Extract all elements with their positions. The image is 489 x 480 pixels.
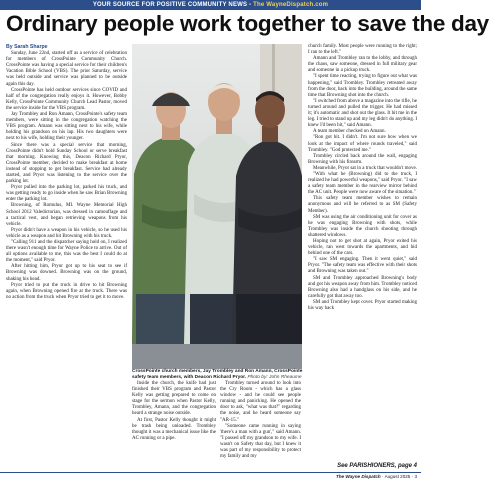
paragraph: Sunday, June 22nd, started off as a service of celebration for members of CrossPointe Community Church. CrossPointe was having a special service for their children's Vacation Bible School (VBS). The prior Saturday, service was held outside and service was planned to be outside again this day. [6,51,127,87]
banner-site: The WayneDispatch.com [253,2,329,8]
paragraph: "I spent time reacting, trying to figure out what was happening," said Trombley. Trombley retreated away from the door, back into the building, around the same time that Browning shot into the church. [308,74,417,98]
paragraph: Trombley circled back around the wall, engaging Browning with his firearm. [308,153,417,165]
paragraph: After hitting him, Pryor got up to his seat to see if Browning was downed. Browning was on the ground, shaking his head. [6,264,127,282]
photo-three-men [132,44,302,369]
paragraph: Pryor tried to put the truck in drive to hit Browning again, when Browning opened fire at the truck. There was no action from the truck when Pryor tried to get it to move. [6,282,127,300]
paragraph: Meanwhile, Pryor sat in a truck that wouldn't move. [313,165,417,171]
footer-publication: The Wayne Dispatch [335,474,381,479]
caption-text: CrossPointe church members, Jay Trombley and Ron Amann, CrossPointe safety team members, with Deacon Richard Pryor. [132,369,303,380]
paragraph: SM and Trombley approached Browning's body and got his weapon away from him. Trombley noticed Browning also had a handglass on his side, and he carefully got that away too. [308,275,417,299]
paragraph: Pryor didn't have a weapon in his vehicle, so he used his vehicle as a weapon and hit Browning with his truck. [6,227,127,239]
banner-lead: YOUR SOURCE FOR POSITIVE COMMUNITY NEWS - [92,2,254,8]
paragraph: Inside the church, the knife had just finished their VBS program and Pastor Kelly was getting prepared to come on stage for the sermon when Pastor Kelly, Trombley, Amann, and the congregation heard a strange noise outside. [132,381,216,417]
paragraph: A team member checked on Amann. [313,129,386,135]
jump-reference[interactable]: See PARISHIONERS, page 4 [337,463,417,469]
paragraph: Since there was a special service that morning, CrossPointe didn't hold Sunday School or serve breakfast that morning. Knowing this, Deacon Richard Pryor, CrossPointe member, decided to make breakfast at home instead of stopping to get breakfast. Service had already started, and Pryor was listening to the service over the parking lot. [6,142,127,185]
paragraph: "Ron got hit. I didn't. I'm not sure how when we look at the impact of where rounds traveled," said Trombley. "God protected me." [308,135,417,153]
article-column-1 [6,44,127,464]
headline: Ordinary people work together to save the day [6,11,489,36]
paragraph: "With what he (Browning) did to the truck, I realized he had powerful weapons," said Pryor. "I saw a safety team member in the rearview mirror behind the AC unit. People were now aware of the situation." [308,171,417,196]
paragraph: CrossPointe has held outdoor services since COVID and half of the congregation really enjoys it. However, Bobby Kelly, CrossPointe Community Church Lead Pastor, moved the service inside for the VBS program. [6,87,127,111]
paragraph: church family. Most people were running to the right; I ran to the left." [308,44,417,56]
photo-credit: Photo by: John Rheaume [246,374,302,380]
photo-caption [132,369,304,381]
article-column-3 [220,381,301,465]
paragraph: Amann and Trombley ran to the lobby, and through the chaos, saw someone, dressed in full military gear and someone in a pickup truck. [308,56,417,74]
paragraph: Browning, of Romulus, MI. Wayne Memorial High School 2012 Valedictorian, was dressed in camouflage and a tactical vest, and began retrieving weapons from his vehicle. [6,203,127,227]
paragraph: This safety team member wishes to remain anonymous and will be referred to as SM (Safety Member). [308,196,417,214]
paragraph: At first, Pastor Kelly thought it might be trash being unloaded. Trombley thought it was a mechanical issue like the AC running or a pipe. [132,417,216,441]
paragraph: "Someone came running in saying 'there's a man with a gun'," said Amann. "I passed off my grandson to my wife. I wasn't on Safety that day, but I knew it was part of my responsibility to protect my family and my [220,423,301,460]
paragraph: SM and Trombley kept cover. Pryor started making his way back [308,299,417,312]
footer-issue: · August 2025 · 3 [380,474,417,479]
paragraph: Pryor pulled into the parking lot, parked his truck, and was getting ready to go inside when he saw Brian Browning enter the parking lot. [6,185,127,203]
top-banner [0,0,421,10]
paragraph: "Calling 911 and the dispatcher saying hold on, I realized there wasn't enough time for Wayne Police to arrive. Out of all options available to me, this was the best I could do at the moment," said Pryor. [6,240,127,264]
paragraph: "I switched from above a magazine into the rifle, he turned around and pulled the trigger. He had missed it; it's automatic and shot out the glass. It hit me in the leg. I tried to stand up and my leg didn't do anything. I knew I'd been hit," said Amann. [308,98,417,129]
paragraph: Trombley turned around to look into the Cry Room - which has a glass window - and he could see people running and panicking. He opened the door to ask, "what was that?" regarding the noise, and he heard someone say "AR-15." [220,381,301,423]
paragraph: Hoping not to get shot at again, Pryor exited his vehicle, ran west towards the apartments, and hid behind one of the cars. [308,239,417,257]
page-footer [0,473,421,480]
paragraph: "I saw SM engaging. Then it went quiet," said Pryor. "The safety team was effective with their shots and Browning was taken out." [308,257,417,275]
byline: By Sarah Sharpe [6,44,48,50]
article-column-4 [308,44,417,464]
paragraph: Jay Trombley and Ron Amann, CrossPointe's safety team members, were sitting in the congregation watching the VBS program. Amann was sitting next to his wife, while holding his grandson on his lap. His two daughters were next to his wife, holding their younger. [6,112,127,142]
paragraph: SM was using the air conditioning unit for cover as he was engaging Browning with shots, while Trombley was inside the church shooting through shattered windows. [308,214,417,238]
article-photo [132,44,302,369]
article-column-2 [132,381,216,465]
